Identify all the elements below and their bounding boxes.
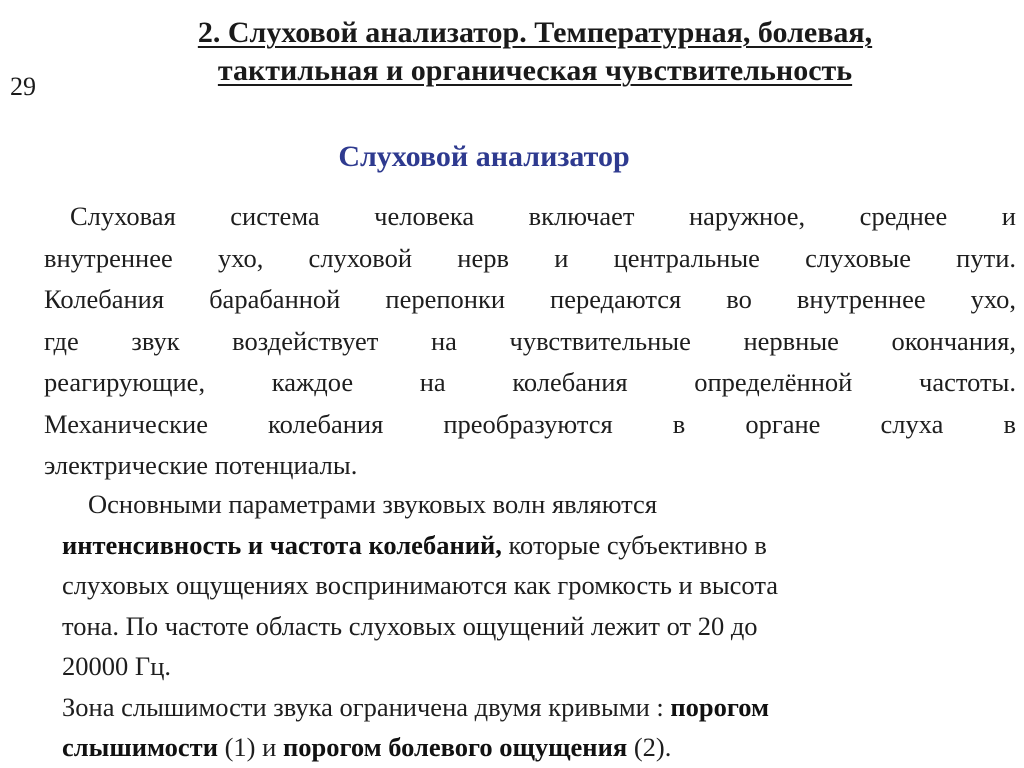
slide-title-line-1: 2. Слуховой анализатор. Температурная, болевая, (197, 16, 873, 49)
paragraph-line: электрические потенциалы. (44, 450, 358, 480)
bold-term: интенсивность и частота колебаний, (62, 529, 502, 560)
paragraph-text: (2). (627, 732, 672, 762)
paragraph-line: Колебания барабанной перепонки передаются во внутреннее ухо, (44, 284, 1016, 314)
slide-number: 29 (10, 72, 36, 101)
paragraph-line: слуховых ощущениях воспринимаются как громкость и высота (62, 570, 778, 600)
paragraph-auditory-system (44, 196, 1016, 487)
bold-term: слышимости (62, 732, 218, 762)
slide-title-line-2: тактильная и органическая чувствительность (217, 54, 853, 87)
paragraph-line: тона. По частоте область слуховых ощущений лежит от 20 до (62, 610, 758, 641)
paragraph-line (62, 727, 982, 768)
paragraph-line: Механические колебания преобразуются в органе слуха в (44, 408, 1016, 439)
bold-term: порогом (670, 691, 770, 722)
paragraph-line (62, 525, 982, 566)
paragraph-line: 20000 Гц. (62, 651, 172, 681)
paragraph-text: Зона слышимости звука ограничена двумя кривыми : (62, 691, 671, 722)
paragraph-line (62, 687, 982, 728)
paragraph-sound-parameters (62, 484, 982, 768)
paragraph-line: Основными параметрами звуковых волн являются (88, 489, 658, 519)
section-heading: Слуховой анализатор (338, 140, 630, 173)
paragraph-line: внутреннее ухо, слуховой нерв и центральные слуховые пути. (44, 242, 1016, 273)
paragraph-line: реагирующие, каждое на колебания определённой частоты. (44, 367, 1016, 397)
paragraph-line: где звук воздействует на чувствительные нервные окончания, (44, 325, 1016, 356)
bold-term: порогом болевого ощущения (282, 732, 628, 762)
paragraph-text: (1) и (217, 732, 283, 762)
paragraph-line: Слуховая система человека включает наружное, среднее и (70, 201, 1016, 231)
paragraph-text: которые субъективно в (501, 529, 767, 560)
slide-title (60, 14, 1010, 90)
